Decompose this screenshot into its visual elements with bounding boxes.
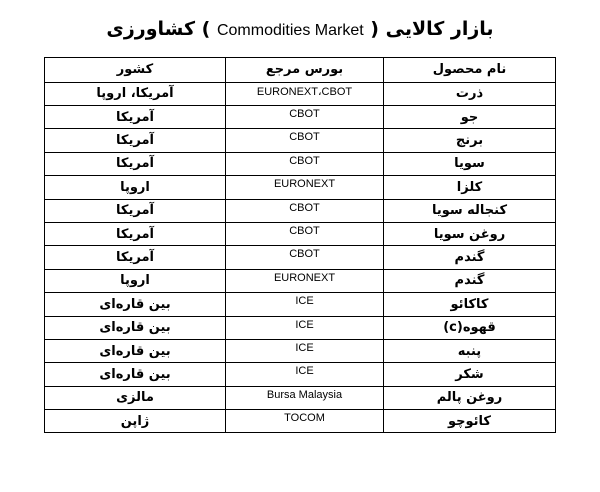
cell-country: بین قاره‌ای <box>45 339 226 362</box>
cell-product: جو <box>384 105 556 128</box>
cell-exchange: ICE <box>226 339 384 362</box>
cell-country: آمریکا، اروپا <box>45 82 226 105</box>
cell-product: سویا <box>384 152 556 175</box>
cell-exchange: EURONEXT <box>226 269 384 292</box>
cell-product: کنجاله سویا <box>384 199 556 222</box>
table-row <box>45 386 556 409</box>
cell-country: مالزی <box>45 386 226 409</box>
cell-exchange: CBOT <box>226 246 384 269</box>
cell-country: ژاپن <box>45 410 226 433</box>
title-english: Commodities Market <box>216 22 364 39</box>
cell-product: گندم <box>384 269 556 292</box>
cell-product: ذرت <box>384 82 556 105</box>
table-row <box>45 293 556 316</box>
cell-exchange: CBOT <box>226 222 384 245</box>
cell-product: برنج <box>384 129 556 152</box>
table-row <box>45 176 556 199</box>
cell-exchange: EURONEXT <box>226 176 384 199</box>
cell-product: کاکائو <box>384 293 556 316</box>
table-row <box>45 316 556 339</box>
cell-country: بین قاره‌ای <box>45 363 226 386</box>
table-row <box>45 152 556 175</box>
cell-country: آمریکا <box>45 246 226 269</box>
cell-exchange: CBOT <box>226 129 384 152</box>
cell-exchange: EURONEXT،CBOT <box>226 82 384 105</box>
title-prefix: بازار کالایی ( <box>370 18 494 40</box>
table-row <box>45 363 556 386</box>
cell-exchange: ICE <box>226 363 384 386</box>
cell-product: کائوچو <box>384 410 556 433</box>
cell-country: آمریکا <box>45 105 226 128</box>
cell-country: آمریکا <box>45 222 226 245</box>
table-header-row <box>45 58 556 83</box>
cell-exchange: CBOT <box>226 105 384 128</box>
cell-country: آمریکا <box>45 129 226 152</box>
commodities-table <box>44 57 556 433</box>
cell-country: آمریکا <box>45 199 226 222</box>
cell-country: بین قاره‌ای <box>45 316 226 339</box>
table-row <box>45 222 556 245</box>
cell-country: آمریکا <box>45 152 226 175</box>
cell-exchange: TOCOM <box>226 410 384 433</box>
table-row <box>45 105 556 128</box>
table-row <box>45 82 556 105</box>
table-row <box>45 410 556 433</box>
header-exchange: بورس مرجع <box>226 58 384 83</box>
cell-product: گندم <box>384 246 556 269</box>
table-row <box>45 129 556 152</box>
cell-exchange: CBOT <box>226 152 384 175</box>
cell-country: اروپا <box>45 269 226 292</box>
header-product: نام محصول <box>384 58 556 83</box>
table-row <box>45 246 556 269</box>
table-body <box>45 82 556 433</box>
cell-product: شکر <box>384 363 556 386</box>
title-suffix: ) کشاورزی <box>106 18 211 40</box>
cell-exchange: ICE <box>226 316 384 339</box>
cell-country: بین قاره‌ای <box>45 293 226 316</box>
page-title <box>0 18 600 40</box>
cell-product: قهوه(c) <box>384 316 556 339</box>
table-row <box>45 339 556 362</box>
cell-exchange: ICE <box>226 293 384 316</box>
table-row <box>45 269 556 292</box>
cell-product: روغن پالم <box>384 386 556 409</box>
cell-product: کلزا <box>384 176 556 199</box>
table-row <box>45 199 556 222</box>
cell-exchange: Bursa Malaysia <box>226 386 384 409</box>
cell-country: اروپا <box>45 176 226 199</box>
cell-product: روغن سویا <box>384 222 556 245</box>
header-country: کشور <box>45 58 226 83</box>
cell-exchange: CBOT <box>226 199 384 222</box>
cell-product: پنبه <box>384 339 556 362</box>
